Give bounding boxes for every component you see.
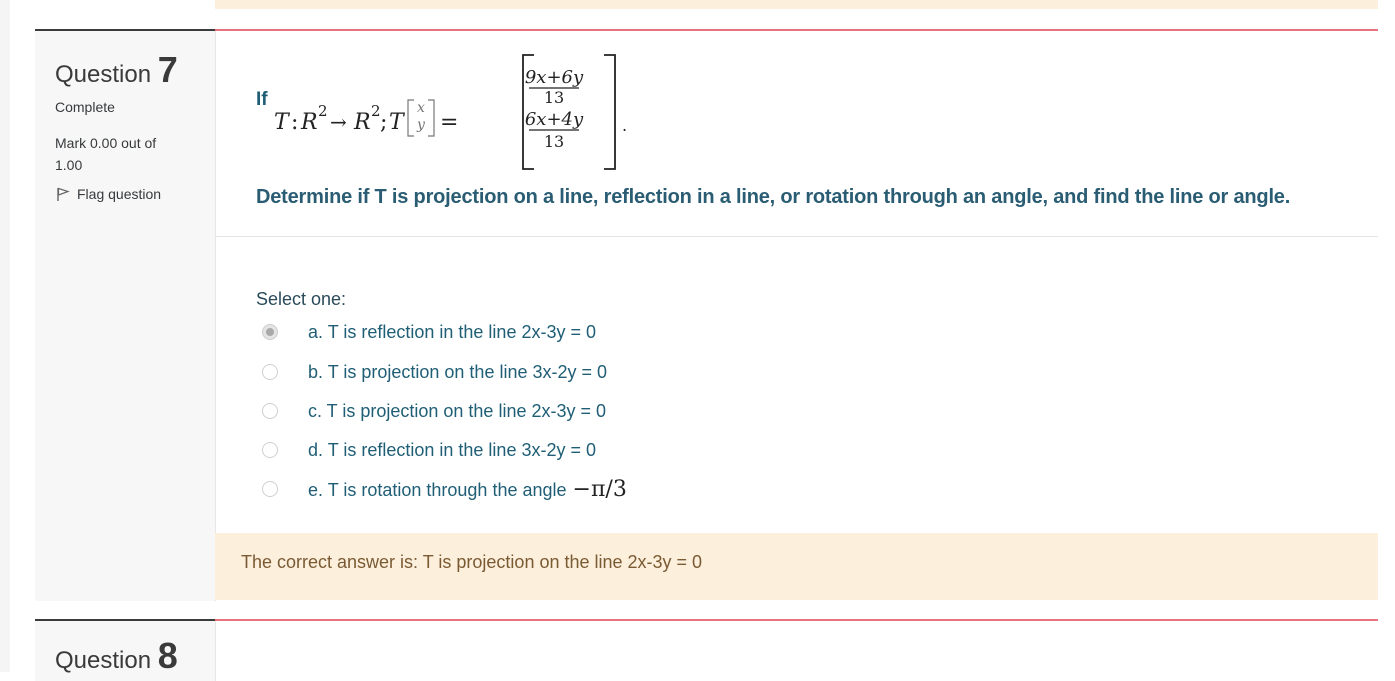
correct-answer-text: The correct answer is: T is projection on the line 2x-3y = 0 xyxy=(241,552,703,572)
page-left-gutter xyxy=(0,0,10,672)
feedback-box xyxy=(215,533,1378,600)
math-top-denominator: 13 xyxy=(543,88,565,107)
radio-option-b[interactable] xyxy=(262,364,278,380)
math-big-right-bracket xyxy=(604,55,615,169)
answer-block xyxy=(216,236,1378,534)
angle-math: −π/3 xyxy=(572,476,627,502)
math-colon: : xyxy=(291,110,299,135)
answer-option-b[interactable] xyxy=(262,359,1162,385)
previous-question-feedback-strip xyxy=(215,0,1378,9)
math-R1: R xyxy=(301,110,318,135)
question-8-content-rule xyxy=(215,619,1378,621)
question-7-number: Question 7 xyxy=(55,49,178,90)
question-number-value: 8 xyxy=(157,635,178,676)
question-8-number: Question 8 xyxy=(55,635,178,676)
math-bottom-numerator: 6x+4y xyxy=(524,109,584,130)
math-exp1: 2 xyxy=(318,102,328,120)
math-vec-x: x xyxy=(417,100,425,116)
question-text-prefix: If xyxy=(256,89,268,110)
answer-option-label: e. T is rotation through the angle −π/3 xyxy=(308,476,627,502)
radio-option-d[interactable] xyxy=(262,442,278,458)
radio-option-c[interactable] xyxy=(262,403,278,419)
math-equals: = xyxy=(440,110,459,135)
question-number-value: 7 xyxy=(157,49,178,90)
question-text: Determine if T is projection on a line, reflection in a line, or rotation through an angle, and find the line or angle. xyxy=(256,186,1291,208)
answer-option-e[interactable] xyxy=(262,476,1162,502)
math-small-right-bracket xyxy=(428,100,434,136)
math-T2: T xyxy=(389,110,404,135)
math-R2: R xyxy=(354,110,371,135)
radio-option-a[interactable] xyxy=(262,324,278,340)
answer-option-a[interactable] xyxy=(262,319,1162,345)
math-small-left-bracket xyxy=(408,100,414,136)
flag-question-link[interactable] xyxy=(55,186,161,202)
math-semicolon: ; xyxy=(380,110,388,135)
question-8-info xyxy=(35,621,216,681)
answer-option-label: c. T is projection on the line 2x-3y = 0 xyxy=(308,400,607,421)
math-arrow: → xyxy=(330,110,347,134)
answer-option-c[interactable] xyxy=(262,398,1162,424)
answer-option-label: d. T is reflection in the line 3x-2y = 0 xyxy=(308,439,596,460)
math-top-numerator: 9x+6y xyxy=(524,67,584,88)
answer-option-label: a. T is reflection in the line 2x-3y = 0 xyxy=(308,321,596,342)
answer-option-d[interactable] xyxy=(262,437,1162,463)
answer-option-label: b. T is projection on the line 3x-2y = 0 xyxy=(308,361,608,382)
question-7-formulation xyxy=(216,31,1378,237)
math-bottom-denominator: 13 xyxy=(543,132,565,151)
math-exp2: 2 xyxy=(371,102,381,120)
transformation-formula xyxy=(274,49,634,179)
flag-question-label: Flag question xyxy=(77,186,162,202)
radio-option-e[interactable] xyxy=(262,481,278,497)
math-T1: T xyxy=(274,110,289,135)
question-state: Complete xyxy=(55,99,115,115)
select-one-prompt: Select one: xyxy=(256,289,347,309)
flag-icon xyxy=(55,186,71,202)
math-vec-y: y xyxy=(417,117,425,133)
math-period: . xyxy=(622,116,628,135)
question-7-info xyxy=(35,31,216,601)
question-grade: Mark 0.00 out of 1.00 xyxy=(55,135,157,173)
